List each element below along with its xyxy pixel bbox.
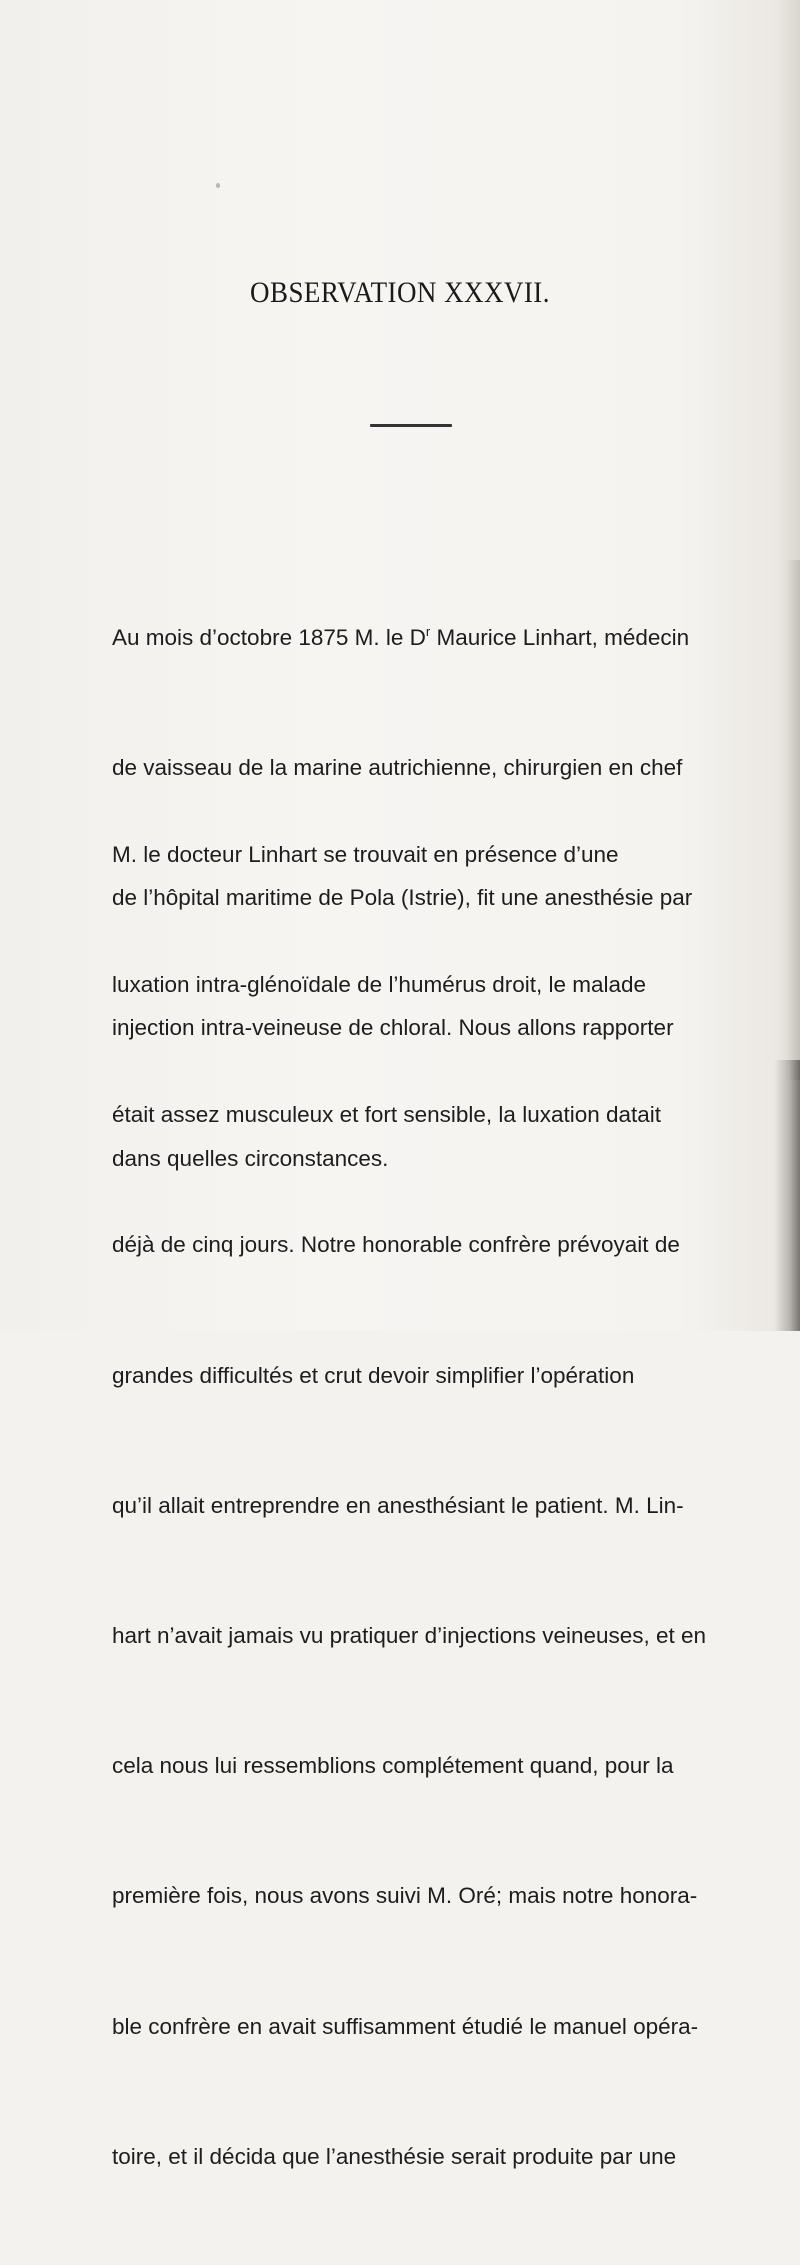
text-line: était assez musculeux et fort sensible, la luxation datait (112, 1102, 662, 1128)
text-line: M. le docteur Linhart se trouvait en présence d’une (112, 841, 619, 867)
text-line: première fois, nous avons suivi M. Oré; mais notre honora- (112, 1883, 698, 1909)
text-line: ble confrère en avait suffisamment étudié le manuel opéra- (112, 2013, 699, 2039)
text-line: hart n’avait jamais vu pratiquer d’injections veineuses, et en (112, 1623, 707, 1649)
text-line: déjà de cinq jours. Notre honorable confrère prévoyait de (112, 1232, 680, 1258)
text-line: de l’hôpital maritime de Pola (Istrie), fit une anesthésie par (112, 885, 693, 911)
text-line: injection intra-veineuse de chloral. Nous allons rapporter (112, 1015, 674, 1041)
text-line: grandes difficultés et crut devoir simplifier l’opération (112, 1362, 635, 1388)
paper-speck (216, 183, 220, 188)
page-edge-shadow (786, 560, 800, 1080)
text-line: dans quelles circonstances. (112, 1145, 389, 1171)
text-line-part: Au mois d’octobre 1875 M. le D (112, 624, 426, 650)
text-line: qu’il allait entreprendre en anesthésiant le patient. M. Lin- (112, 1492, 684, 1518)
text-line-part: Maurice Linhart, médecin (430, 624, 690, 650)
superscript: r (425, 623, 431, 639)
text-line: luxation intra-glénoïdale de l’humérus droit, le malade (112, 972, 647, 998)
text-line: toire, et il décida que l’anesthésie serait produite par une (112, 2143, 677, 2169)
text-line: cela nous lui ressemblions complétement quand, pour la (112, 1753, 674, 1779)
paragraph-2 (112, 746, 782, 2265)
text-line (112, 616, 782, 659)
text-line: de vaisseau de la marine autrichienne, chirurgien en chef (112, 755, 683, 781)
page-title: OBSERVATION XXXVII. (250, 276, 550, 309)
title-rule-divider (370, 424, 452, 427)
